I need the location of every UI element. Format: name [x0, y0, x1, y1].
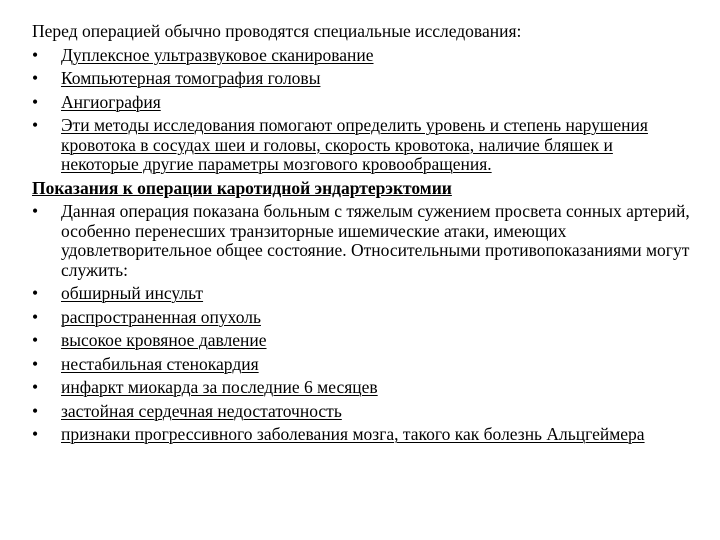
list-item	[32, 116, 692, 175]
list-item	[32, 69, 692, 89]
study-angiography: Ангиография	[61, 91, 161, 112]
list-item	[32, 93, 692, 113]
list-item	[32, 425, 692, 445]
intro-text: Перед операцией обычно проводятся специальные исследования:	[32, 21, 522, 41]
contraindication-tumor: распространенная опухоль	[61, 306, 261, 327]
studies-list	[32, 46, 692, 175]
slide-content	[32, 22, 692, 449]
list-item	[32, 308, 692, 328]
list-item	[32, 378, 692, 398]
list-item	[32, 284, 692, 304]
list-item	[32, 402, 692, 422]
indications-list	[32, 202, 692, 445]
list-item	[32, 331, 692, 351]
contraindication-brain-disease: признаки прогрессивного заболевания мозга, такого как болезнь Альцгеймера	[61, 424, 645, 444]
list-item	[32, 202, 692, 280]
list-item	[32, 355, 692, 375]
contraindication-hypertension: высокое кровяное давление	[61, 330, 267, 350]
contraindication-stroke: обширный инсульт	[61, 283, 204, 303]
contraindication-infarction: инфаркт миокарда за последние 6 месяцев	[61, 377, 378, 397]
indications-text: Данная операция показана больным с тяжелым сужением просвета сонных артерий, особенно перенесших транзиторные ишемические атаки, имеющих удовлетворительное общее состояние. Относительными противопоказаниями могут служить:	[61, 201, 690, 280]
contraindication-angina: нестабильная стенокардия	[61, 353, 259, 374]
study-duplex-scan: Дуплексное ультразвуковое сканирование	[61, 44, 374, 65]
contraindication-heart-failure: застойная сердечная недостаточность	[61, 400, 342, 421]
study-methods-note: Эти методы исследования помогают определить уровень и степень нарушения кровотока в сосудах шеи и головы, скорость кровотока, наличие бляшек и некоторые другие параметры мозгового кровообращения.	[61, 115, 648, 174]
indications-heading: Показания к операции каротидной эндартерэктомии	[32, 177, 452, 198]
study-ct-head: Компьютерная томография головы	[61, 68, 321, 88]
list-item	[32, 46, 692, 66]
